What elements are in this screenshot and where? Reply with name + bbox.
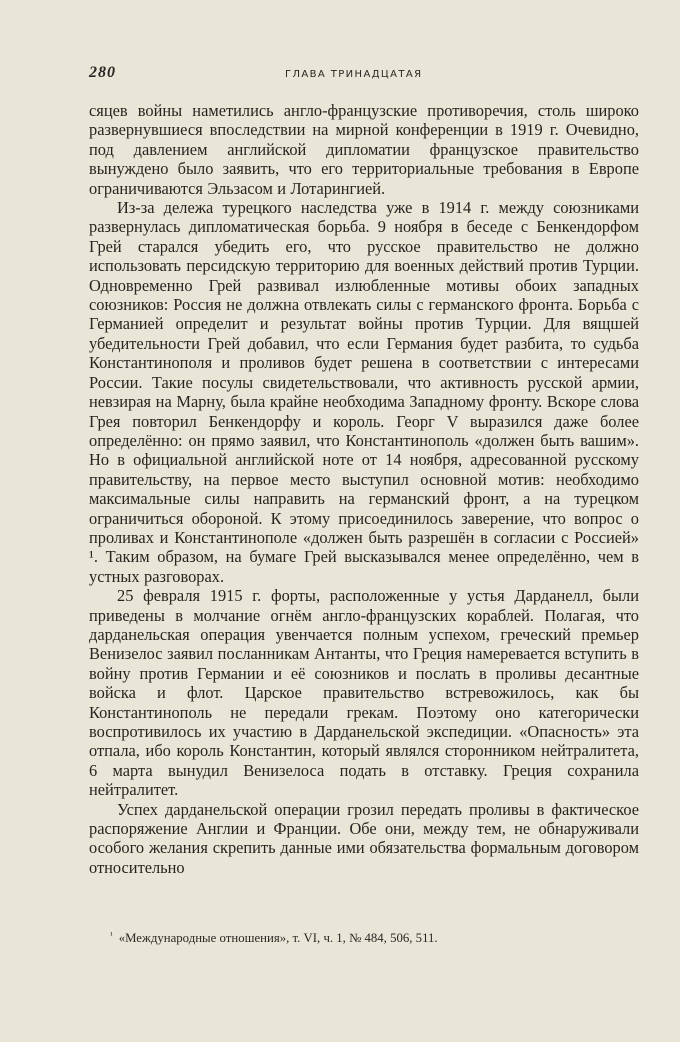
running-head: ГЛАВА ТРИНАДЦАТАЯ [285, 69, 423, 80]
paragraph-continuation: сяцев войны наметились англо-французские противоречия, столь широко развернувшиеся впоследствии на мирной конференции в 1919 г. Очевидно, под давлением английской дипломатии французское правительство вынуждено было заявить, что его территориальные требования в Европе ограничиваются Эльзасом и Лотарингией. [89, 101, 639, 198]
paragraph-turkish-inheritance: Из-за дележа турецкого наследства уже в 1914 г. между союзниками развернулась дипломатическая борьба. 9 ноября в беседе с Бенкендорфом Грей старался убедить его, что русское правительство не должно использовать персидскую территорию для военных действий против Турции. Одновременно Грей развивал излюбленные мотивы обоих западных союзников: Россия не должна отвлекать силы с германского фронта. Борьба с Германией определит и результат войны против Турции. Для вящшей убедительности Грей добавил, что если Германия будет разбита, то судьба Константинополя и проливов будет решена в соответствии с интересами России. Такие посулы свидетельствовали, что активность русской армии, невзирая на Марну, была крайне необходима Западному фронту. Вскоре слова Грея повторил Бенкендорфу и король. Георг V выразился даже более определённо: он прямо заявил, что Константинополь «должен быть вашим». Но в официальной английской ноте от 14 ноября, адресованной русскому правительству, на первое место выступил основной мотив: необходимо максимальные силы направить на германский фронт, а на турецком ограничиться обороной. К этому присоединилось заверение, что вопрос о проливах и Константинополе «должен быть разрешён в согласии с Россией» ¹. Таким образом, на бумаге Грей высказывался менее определённо, чем в устных разговорах. [89, 198, 639, 586]
paragraph-dardanelles-forts: 25 февраля 1915 г. форты, расположенные у устья Дарданелл, были приведены в молчание огнём англо-французских кораблей. Полагая, что дарданельская операция увенчается полным успехом, греческий премьер Венизелос заявил посланникам Антанты, что Греция намеревается вступить в войну против Германии и её союзников и послать в проливы десантные войска и флот. Царское правительство встревожилось, как бы Константинополь не передали грекам. Поэтому оно категорически воспротивилось их участию в Дарданельской экспедиции. «Опасность» эта отпала, ибо король Константин, который являлся сторонником нейтралитета, 6 марта вынудил Венизелоса подать в отставку. Греция сохранила нейтралитет. [89, 586, 639, 800]
footnote-text: «Международные отношения», т. VI, ч. 1, № 484, 506, 511. [118, 931, 438, 945]
paragraph-dardanelles-success: Успех дарданельской операции грозил передать проливы в фактическое распоряжение Англии и Франции. Обе они, между тем, не обнаруживали особого желания скрепить данные ими обязательства формальным договором относительно [89, 799, 639, 877]
body-text [89, 101, 639, 877]
footnote-marker: ¹ [110, 930, 113, 940]
footnote [110, 927, 630, 946]
page-number: 280 [89, 64, 116, 81]
